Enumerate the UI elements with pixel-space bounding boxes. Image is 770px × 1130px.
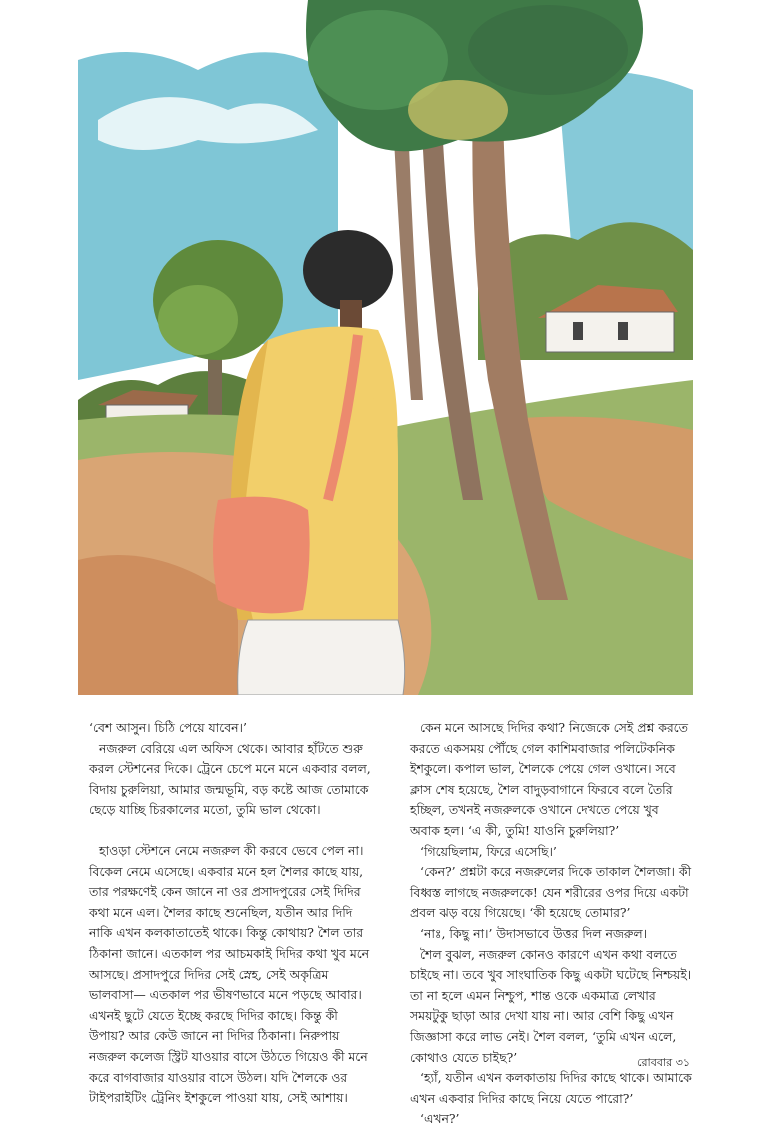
paragraph: ‘এখন?’ [420, 1111, 460, 1127]
paragraph: হাওড়া স্টেশনে নেমে নজরুল কী করবে ভেবে পেল না। বিকেল নেমে এসেছে। একবার মনে হল শৈলর কাছে যায়, তার পরক্ষণেই কেন জানে না ওর প্রসাদপুরের সেই দিদির কথা মনে এল। শৈলর কাছে শুনেছিল, যতীন আর দিদি নাকি এখন কলকাতাতেই থাকে। কিন্তু কোথায়? শৈল তার ঠিকানা জানে। এতকাল পর আচমকাই দিদির কথা খুব মনে আসছে। প্রসাদপুরে দিদির সেই স্নেহ, সেই অকৃত্রিম ভালবাসা— এতকাল পর ভীষণভাবে মনে পড়ছে আবার। এখনই ছুটে যেতে ইচ্ছে করছে দিদির কাছে। কিন্তু কী উপায়? আর কেউ জানে না দিদির ঠিকানা। নিরুপায় নজরুল কলেজ স্ট্রিট যাওয়ার বাসে উঠতে গিয়েও কী মনে করে বাগবাজার যাওয়ার বাসে উঠল। যদি শৈলকে ওর টাইপরাইটিং ট্রেনিং ইশকুলে পাওয়া যায়, সেই আশায়। [89, 842, 370, 1106]
paragraph: শৈল বুঝল, নজরুল কোনও কারণে এখন কথা বলতে চাইছে না। তবে খুব সাংঘাতিক কিছু একটা ঘটেছে নিশ্চয়ই। তা না হলে এমন নিশ্চুপ, শান্ত ওকে একমাত্র লেখার সময়টুকু ছাড়া আর দেখা যায় না। আর বেশি কিছু এখন জিজ্ঞাসা করে লাভ নেই। শৈল বলল, ‘তুমি এখন এলে, কোথাও যেতে চাইছ?’ [410, 946, 692, 1065]
story-illustration [78, 0, 693, 695]
paragraph: ‘কেন?’ প্রশ্নটা করে নজরুলের দিকে তাকাল শৈলজা। কী বিধ্বস্ত লাগছে নজরুলকে! যেন শরীরের ওপর দিয়ে একটা প্রবল ঝড় বয়ে গিয়েছে। ‘কী হয়েছে তোমার?’ [410, 864, 692, 921]
right-house-wall [546, 312, 674, 352]
man-hair [303, 230, 393, 310]
paragraph: ‘গিয়েছিলাম, ফিরে এসেছি।’ [420, 843, 557, 859]
paragraph: কেন মনে আসছে দিদির কথা? নিজেকে সেই প্রশ্ন করতে করতে একসময় পৌঁছে গেল কাশিমবাজার পলিটেকনিক ইশকুলে। কপাল ভাল, শৈলকে পেয়ে গেল ওখানে। সবে ক্লাস শেষ হয়েছে, শৈল বাদুড়বাগানে ফিরবে বলে তৈরি হচ্ছিল, তখনই নজরুলকে ওখানে দেখতে পেয়ে খুব অবাক হল। ‘এ কী, তুমি! যাওনি চুরুলিয়া?’ [410, 720, 688, 838]
paragraph: নজরুল বেরিয়ে এল অফিস থেকে। আবার হাঁটতে শুরু করল স্টেশনের দিকে। ট্রেনে চেপে মনে মনে একবার বলল, বিদায় চুরুলিয়া, আমার জন্মভূমি, বড় কষ্টে আজ তোমাকে ছেড়ে যাচ্ছি চিরকালের মতো, তুমি ভাল থেকো। [89, 740, 371, 818]
man-bag [213, 497, 310, 614]
paragraph: ‘নাঃ, কিছু না।’ উদাসভাবে উত্তর দিল নজরুল। [420, 925, 648, 941]
left-text-column [89, 718, 371, 1109]
man-dhoti [238, 620, 405, 695]
illustration-art [78, 0, 693, 695]
paragraph: ‘হ্যাঁ, যতীন এখন কলকাতায় দিদির কাছে থাকে। আমাকে এখন একবার দিদির কাছে নিয়ে যেতে পারো?’ [410, 1070, 692, 1106]
paragraph: ‘বেশ আসুন। চিঠি পেয়ে যাবেন।’ [89, 720, 247, 735]
page-folio: রোববার ৩১ [637, 1056, 690, 1069]
